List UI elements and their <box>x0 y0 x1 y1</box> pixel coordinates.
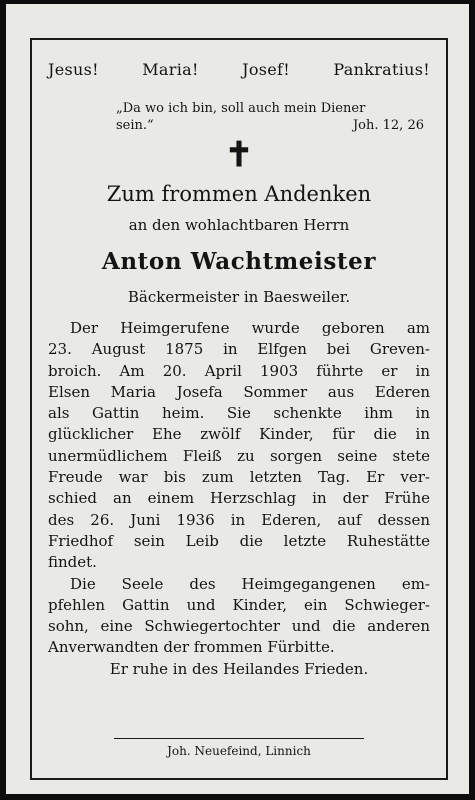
quote-line-1: „Da wo ich bin, soll auch mein Diener <box>116 101 366 116</box>
card-border-frame <box>30 38 448 780</box>
memorial-card <box>6 4 469 794</box>
body-line: pfehlen Gattin und Kinder, ein Schwieger- <box>48 595 430 614</box>
invocation-josef: Josef! <box>242 60 291 79</box>
deceased-name: Anton Wachtmeister <box>101 248 377 275</box>
closing-line: Er ruhe in des Heilandes Frieden. <box>109 659 369 678</box>
body-line: des 26. Juni 1936 in Ederen, auf dessen <box>48 510 430 529</box>
subheading: an den wohlachtbaren Herrn <box>128 216 350 234</box>
body-line: als Gattin heim. Sie schenkte ihm in <box>48 404 430 423</box>
quote-line-2: sein.“ <box>116 118 154 133</box>
body-line: 23. August 1875 in Elfgen bei Greven- <box>48 340 430 359</box>
body-line: unermüdlichem Fleiß zu sorgen seine stete <box>48 446 430 465</box>
body-line: Elsen Maria Josefa Sommer aus Ederen <box>48 382 430 401</box>
body-line: findet. <box>48 553 97 572</box>
body-line: glücklicher Ehe zwölf Kinder, für die in <box>48 425 430 444</box>
printer-imprint: Joh. Neuefeind, Linnich <box>167 744 311 758</box>
cross-icon: ✝ <box>224 135 254 175</box>
invocation-jesus: Jesus! <box>48 60 99 79</box>
scripture-quote <box>116 100 424 134</box>
body-line: sohn, eine Schwiegertochter und die anderen <box>48 617 430 636</box>
quote-reference: Joh. 12, 26 <box>352 118 424 133</box>
heading: Zum frommen Andenken <box>106 182 372 206</box>
body-line: Freude war bis zum letzten Tag. Er ver- <box>48 468 430 487</box>
divider <box>114 738 364 739</box>
invocation-maria: Maria! <box>142 60 199 79</box>
body-line: Die Seele des Heimgegangenen em- <box>70 574 430 593</box>
body-line: broich. Am 20. April 1903 führte er in <box>48 361 430 380</box>
body-line: Der Heimgerufene wurde geboren am <box>70 319 430 337</box>
profession: Bäckermeister in Baesweiler. <box>127 288 351 306</box>
body-line: Anverwandten der frommen Fürbitte. <box>48 638 335 657</box>
body-line: Friedhof sein Leib die letzte Ruhestätte <box>48 531 430 550</box>
invocation-pankratius: Pankratius! <box>333 60 430 79</box>
body-line: schied an einem Herzschlag in der Frühe <box>48 489 430 508</box>
obituary-text <box>48 318 430 680</box>
header-invocations <box>48 60 430 79</box>
